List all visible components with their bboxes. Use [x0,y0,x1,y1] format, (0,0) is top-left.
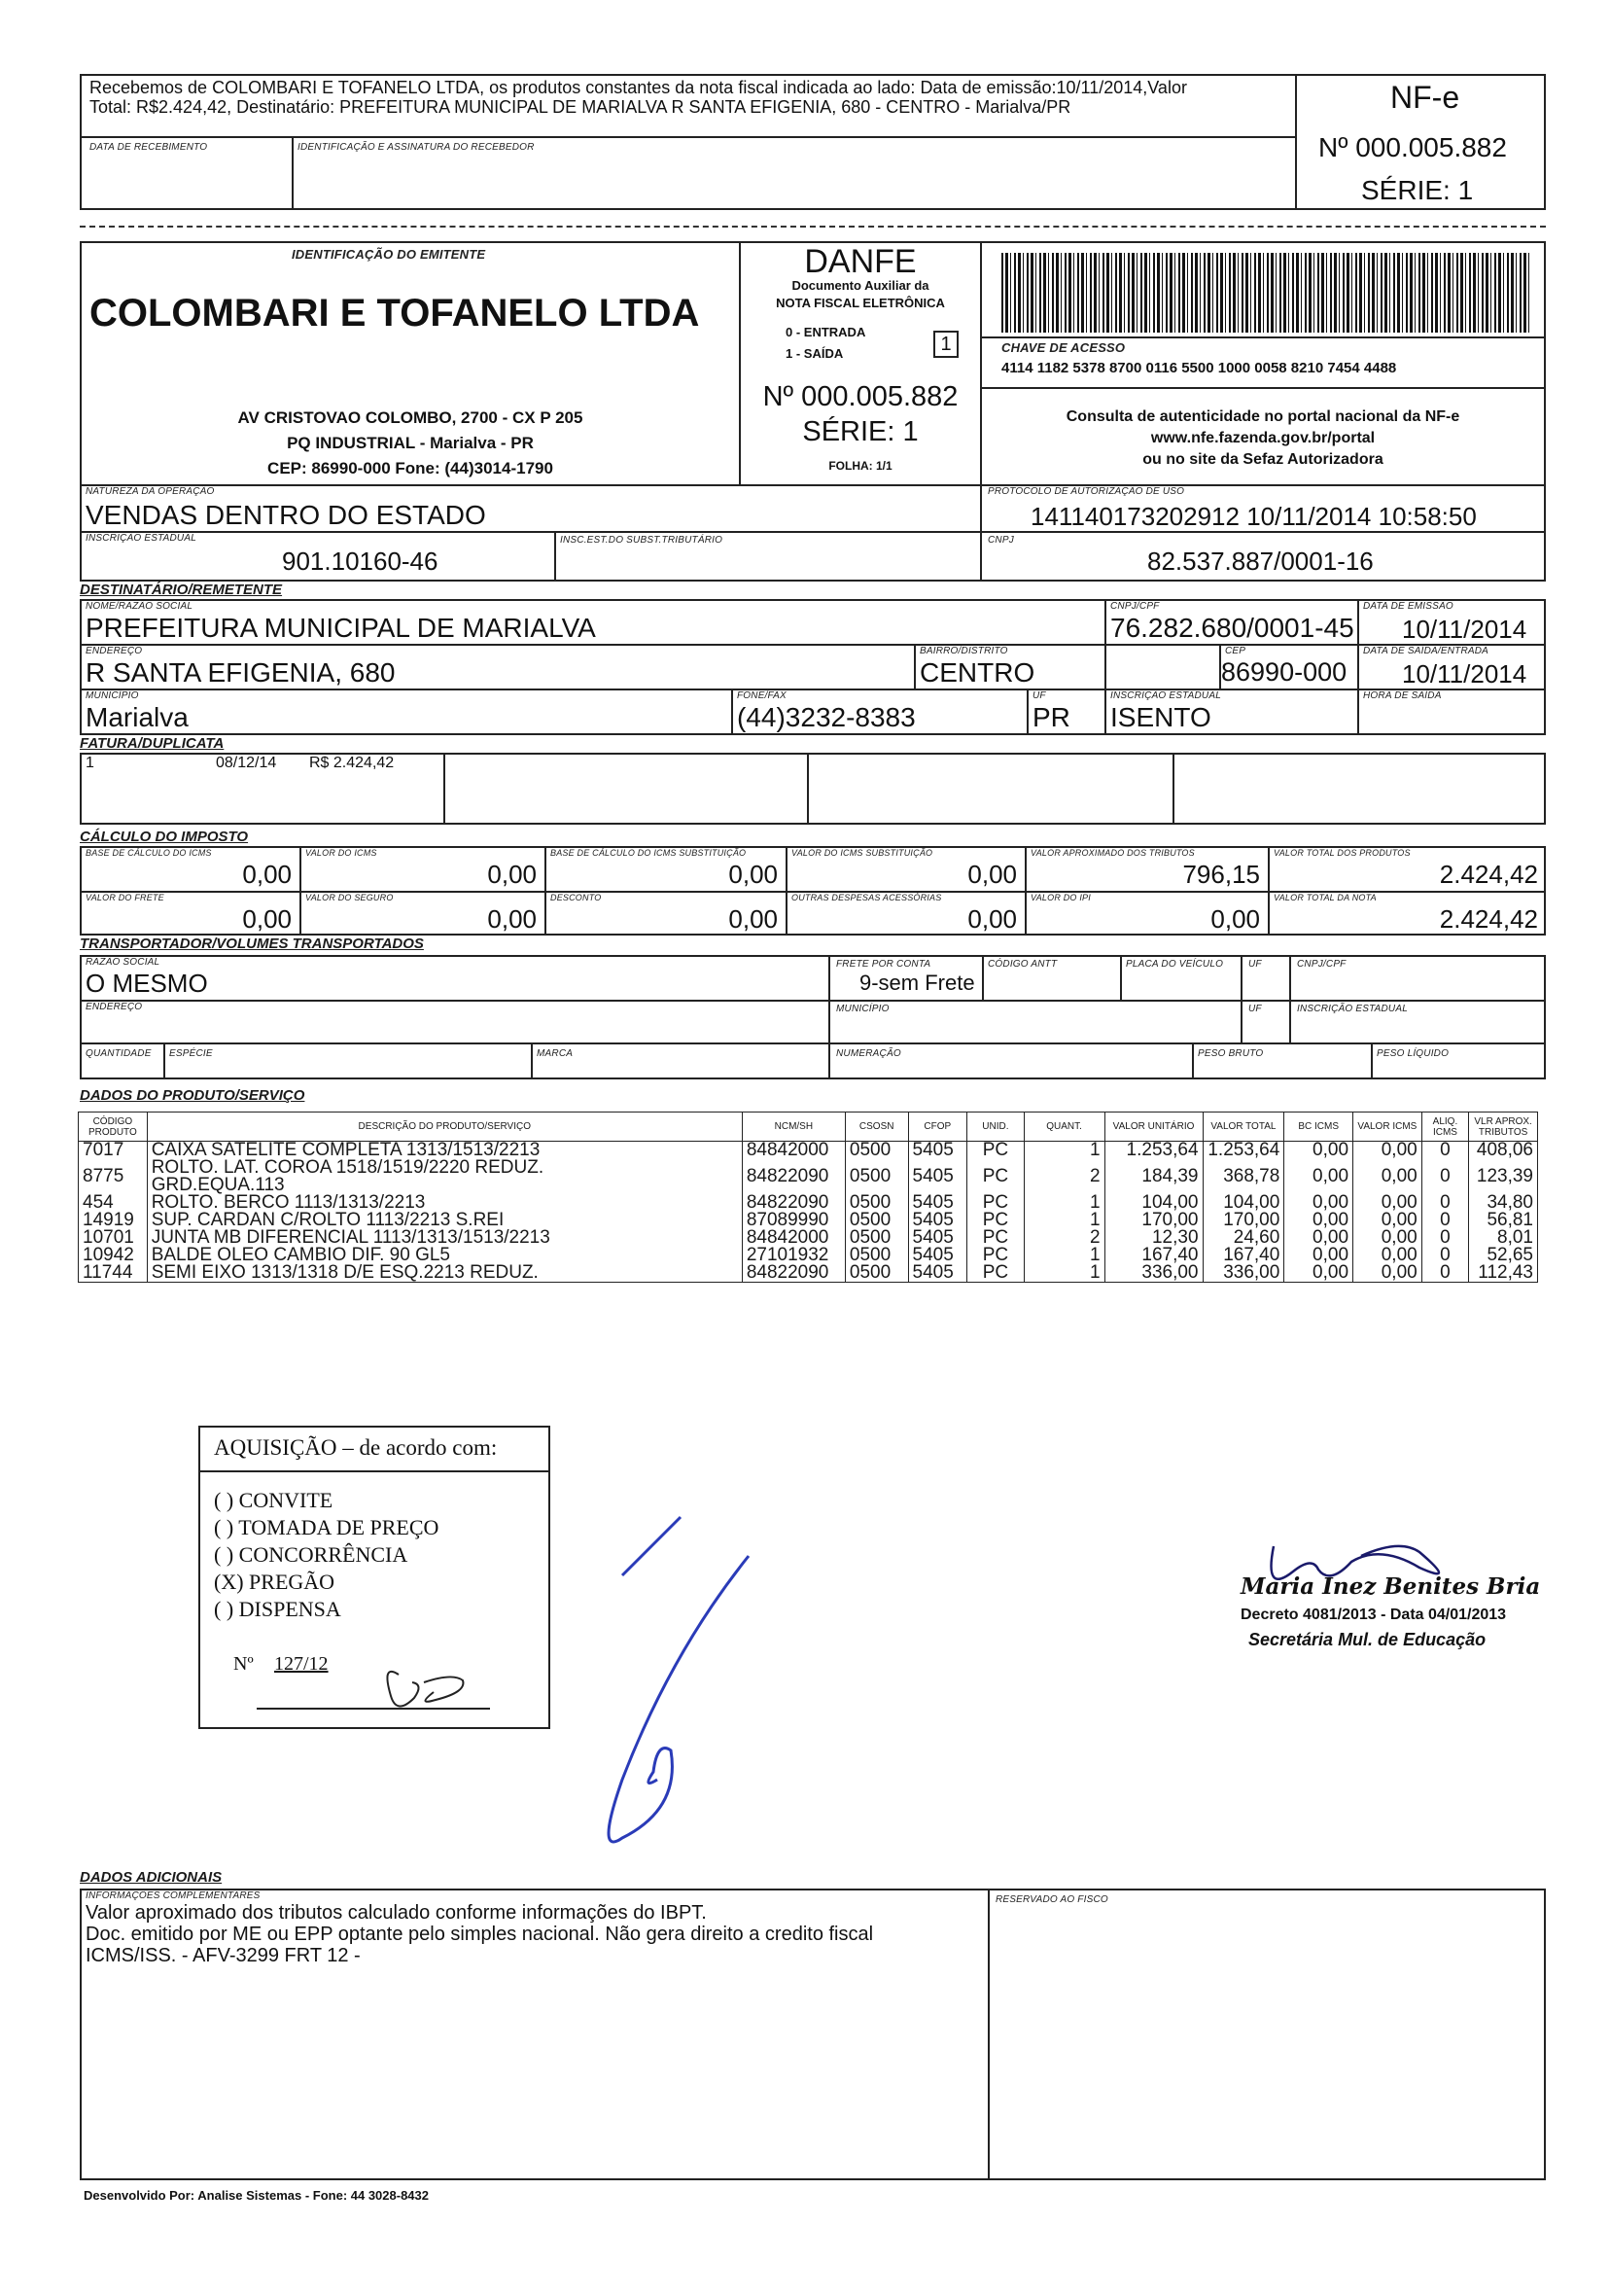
cell-aliq: 0 [1421,1247,1468,1264]
dest-emissao-value: 10/11/2014 [1402,615,1527,644]
cell-bc: 0,00 [1284,1194,1353,1212]
dest-cnpj-value: 76.282.680/0001-45 [1110,613,1354,643]
stamp-opt-pregao: (X) PREGÃO [214,1570,335,1594]
cell-ncm: 84822090 [742,1264,845,1283]
info-line-2: Doc. emitido por ME ou EPP optante pelo simples nacional. Não gera direito a credito fiscal [86,1924,874,1945]
dest-fone-value: (44)3232-8383 [737,702,916,732]
produtos-section-label: DADOS DO PRODUTO/SERVIÇO [80,1087,305,1104]
cell-desc: SUP. CARDAN C/ROLTO 1113/2213 S.REI [147,1212,742,1229]
dest-saida-label: DATA DE SAÍDA/ENTRADA [1363,646,1489,656]
transp-endereco-label: ENDEREÇO [86,1002,143,1012]
cell-desc: BALDE OLEO CAMBIO DIF. 90 GL5 [147,1247,742,1264]
info-complementares-label: INFORMAÇÕES COMPLEMENTARES [86,1890,261,1901]
col-ncm: NCM/SH [742,1113,845,1142]
cell-ncm: 84822090 [742,1194,845,1212]
protocolo-value: 141140173202912 10/11/2014 10:58:50 [1031,502,1477,531]
emitente-section-label: IDENTIFICAÇÃO DO EMITENTE [292,247,486,262]
col-cfop: CFOP [908,1113,967,1142]
cell-qt: 1 [1024,1142,1104,1160]
dest-saida-value: 10/11/2014 [1402,659,1527,689]
dest-emissao-label: DATA DE EMISSÃO [1363,601,1453,612]
identificacao-recebedor-label: IDENTIFICAÇÃO E ASSINATURA DO RECEBEDOR [298,142,535,153]
cell-ncm: 84822090 [742,1159,845,1194]
dest-uf-label: UF [1032,690,1046,701]
cell-un: PC [967,1194,1025,1212]
imposto-label: OUTRAS DESPESAS ACESSÓRIAS [791,893,942,902]
receipt-text-1: Recebemos de COLOMBARI E TOFANELO LTDA, os produtos constantes da nota fiscal indicada ao lado: Data de emissão:10/11/2014,Valor [89,78,1187,97]
col-valor-total: VALOR TOTAL [1203,1113,1284,1142]
dest-uf-value: PR [1032,702,1070,732]
imposto-label: DESCONTO [550,893,602,902]
cnpj-emitente-value: 82.537.887/0001-16 [1147,547,1374,576]
col-codigo: CÓDIGO PRODUTO [79,1113,148,1142]
cell-cod: 10942 [79,1247,148,1264]
emitente-name: COLOMBARI E TOFANELO LTDA [89,292,700,335]
cell-aliq: 0 [1421,1194,1468,1212]
cell-vu: 336,00 [1104,1264,1203,1283]
fatura-section-label: FATURA/DUPLICATA [80,735,225,752]
cell-vicms: 0,00 [1353,1194,1422,1212]
col-valor-icms: VALOR ICMS [1353,1113,1422,1142]
cell-vu: 170,00 [1104,1212,1203,1229]
cell-csosn: 0500 [845,1194,908,1212]
footer-developer: Desenvolvido Por: Analise Sistemas - Fone: 44 3028-8432 [84,2188,429,2203]
dest-bairro-label: BAIRRO/DISTRITO [920,646,1008,656]
cell-csosn: 0500 [845,1264,908,1283]
cell-qt: 1 [1024,1212,1104,1229]
cell-vu: 184,39 [1104,1159,1203,1194]
cell-trib: 123,39 [1469,1159,1538,1194]
imposto-label: VALOR DO FRETE [86,893,164,902]
cell-vt: 368,78 [1203,1159,1284,1194]
cell-cfop: 5405 [908,1194,967,1212]
ie-st-label: INSC.EST.DO SUBST.TRIBUTÁRIO [560,535,723,546]
cell-vicms: 0,00 [1353,1229,1422,1247]
cell-desc: JUNTA MB DIFERENCIAL 1113/1313/1513/2213 [147,1229,742,1247]
danfe-folha: FOLHA: 1/1 [828,459,892,473]
danfe-title: DANFE [804,243,917,280]
dest-nome-value: PREFEITURA MUNICIPAL DE MARIALVA [86,613,596,643]
imposto-value: 2.424,42 [1439,904,1538,934]
col-quant: QUANT. [1024,1113,1104,1142]
cell-un: PC [967,1212,1025,1229]
transp-placa-label: PLACA DO VEÍCULO [1126,959,1224,970]
col-aliq-icms: ALIQ. ICMS [1421,1113,1468,1142]
cell-aliq: 0 [1421,1159,1468,1194]
danfe-numero: Nº 000.005.882 [762,381,959,412]
cell-qt: 1 [1024,1194,1104,1212]
dest-nome-label: NOME/RAZÃO SOCIAL [86,601,193,612]
cell-vt: 1.253,64 [1203,1142,1284,1160]
col-tributos: VLR APROX. TRIBUTOS [1469,1113,1538,1142]
imposto-value: 0,00 [242,904,292,934]
imposto-label: VALOR APROXIMADO DOS TRIBUTOS [1031,848,1195,858]
dest-fone-label: FONE/FAX [737,690,787,701]
transportador-section-label: TRANSPORTADOR/VOLUMES TRANSPORTADOS [80,936,424,952]
imposto-section-label: CÁLCULO DO IMPOSTO [80,829,249,845]
stamp-num-value: 127/12 [274,1653,329,1675]
cell-cod: 7017 [79,1142,148,1160]
cell-qt: 1 [1024,1264,1104,1283]
cell-desc: ROLTO. BERCO 1113/1313/2213 [147,1194,742,1212]
transp-frete-value: 9-sem Frete [859,971,975,995]
cell-qt: 2 [1024,1229,1104,1247]
data-recebimento-label: DATA DE RECEBIMENTO [89,142,208,153]
cell-cfop: 5405 [908,1212,967,1229]
reservado-fisco-label: RESERVADO AO FISCO [996,1894,1108,1905]
transp-antt-label: CÓDIGO ANTT [988,959,1058,970]
cell-vt: 104,00 [1203,1194,1284,1212]
ie-emitente-value: 901.10160-46 [282,547,438,576]
imposto-label: VALOR DO ICMS SUBSTITUIÇÃO [791,848,933,858]
transp-cnpj-label: CNPJ/CPF [1297,959,1347,970]
transp-municipio-label: MUNICÍPIO [836,1004,890,1014]
dest-ie-value: ISENTO [1110,702,1211,732]
cell-vicms: 0,00 [1353,1159,1422,1194]
chave-value: 4114 1182 5378 8700 0116 5500 1000 0058 8210 7454 4488 [1001,360,1397,376]
col-bc-icms: BC ICMS [1284,1113,1353,1142]
cell-desc-line-2: GRD.EQUA.113 [151,1175,285,1195]
cell-desc: SEMI EIXO 1313/1318 D/E ESQ.2213 REDUZ. [147,1264,742,1283]
imposto-value: 0,00 [487,904,537,934]
col-valor-unit: VALOR UNITÁRIO [1104,1113,1203,1142]
danfe-serie: SÉRIE: 1 [802,416,919,447]
cell-cod: 454 [79,1194,148,1212]
chave-label: CHAVE DE ACESSO [1001,340,1126,355]
dest-endereco-value: R SANTA EFIGENIA, 680 [86,657,396,688]
dest-cep-value: 86990-000 [1221,657,1348,687]
cell-qt: 1 [1024,1247,1104,1264]
stamp-title: AQUISIÇÃO – de acordo com: [214,1435,498,1460]
cell-cod: 14919 [79,1212,148,1229]
fatura-venc: 08/12/14 [216,755,277,771]
cell-aliq: 0 [1421,1264,1468,1283]
dest-municipio-value: Marialva [86,702,189,732]
cell-ncm: 84842000 [742,1142,845,1160]
destinatario-section-label: DESTINATÁRIO/REMETENTE [80,582,283,598]
receipt-nfe: NF-e [1390,80,1460,115]
imposto-value: 2.424,42 [1439,860,1538,889]
cell-vu: 12,30 [1104,1229,1203,1247]
receipt-text-2: Total: R$2.424,42, Destinatário: PREFEITURA MUNICIPAL DE MARIALVA R SANTA EFIGENIA, 680 - CENTRO - Marialva/PR [89,97,1071,117]
consulta-1: Consulta de autenticidade no portal nacional da NF-e [1066,408,1460,425]
cell-bc: 0,00 [1284,1229,1353,1247]
cell-cod: 8775 [79,1159,148,1194]
cell-vu: 167,40 [1104,1247,1203,1264]
cell-bc: 0,00 [1284,1212,1353,1229]
imposto-value: 0,00 [1210,904,1260,934]
danfe-sub-1: Documento Auxiliar da [791,278,929,293]
emitente-address-2: PQ INDUSTRIAL - Marialva - PR [287,434,534,452]
cell-aliq: 0 [1421,1212,1468,1229]
cell-trib: 112,43 [1469,1264,1538,1283]
natureza-value: VENDAS DENTRO DO ESTADO [86,500,486,530]
fatura-num: 1 [86,755,94,771]
cell-un: PC [967,1229,1025,1247]
dest-cep-label: CEP [1225,646,1246,656]
cnpj-emitente-label: CNPJ [988,535,1014,546]
transp-qtd-label: QUANTIDADE [86,1048,152,1059]
transp-peso-bruto-label: PESO BRUTO [1198,1048,1264,1059]
cell-csosn: 0500 [845,1229,908,1247]
cell-ncm: 87089990 [742,1212,845,1229]
cell-cfop: 5405 [908,1247,967,1264]
imposto-label: VALOR DO SEGURO [305,893,394,902]
imposto-value: 0,00 [728,904,778,934]
cell-trib: 408,06 [1469,1142,1538,1160]
dest-endereco-label: ENDEREÇO [86,646,143,656]
dest-cnpj-label: CNPJ/CPF [1110,601,1160,612]
imposto-label: VALOR DO ICMS [305,848,377,858]
dest-ie-label: INSCRIÇÃO ESTADUAL [1110,690,1221,701]
cell-vicms: 0,00 [1353,1247,1422,1264]
cell-cod: 11744 [79,1264,148,1283]
cell-vt: 24,60 [1203,1229,1284,1247]
transp-uf2-label: UF [1248,1004,1262,1014]
cell-cfop: 5405 [908,1159,967,1194]
cell-vu: 1.253,64 [1104,1142,1203,1160]
cell-csosn: 0500 [845,1159,908,1194]
cell-cod: 10701 [79,1229,148,1247]
adicionais-divider [988,1889,990,2180]
consulta-3: ou no site da Sefaz Autorizadora [1142,451,1383,468]
transp-especie-label: ESPÉCIE [169,1048,213,1059]
info-line-1: Valor aproximado dos tributos calculado conforme informações do IBPT. [86,1902,707,1924]
cell-desc-line: ROLTO. LAT. COROA 1518/1519/2220 REDUZ. [151,1157,544,1178]
cell-trib: 8,01 [1469,1229,1538,1247]
transp-peso-liq-label: PESO LÍQUIDO [1377,1048,1450,1059]
col-unid: UNID. [967,1113,1025,1142]
danfe-tipo-box: 1 [933,331,959,358]
stamp-num-label: Nº [233,1653,254,1675]
imposto-value: 0,00 [967,860,1017,889]
imposto-label: VALOR DO IPI [1031,893,1091,902]
imposto-label: BASE DE CÁLCULO DO ICMS [86,848,212,858]
dest-bairro-value: CENTRO [920,657,1035,688]
transp-razao-label: RAZÃO SOCIAL [86,957,160,968]
cell-un: PC [967,1159,1025,1194]
danfe-entrada: 0 - ENTRADA [786,325,866,339]
receipt-serie: SÉRIE: 1 [1361,175,1474,205]
receipt-numero: Nº 000.005.882 [1318,132,1507,162]
cell-un: PC [967,1142,1025,1160]
col-descricao: DESCRIÇÃO DO PRODUTO/SERVIÇO [147,1113,742,1142]
natureza-label: NATUREZA DA OPERAÇÃO [86,486,215,497]
adicionais-section-label: DADOS ADICIONAIS [80,1869,223,1886]
transp-frete-label: FRETE POR CONTA [836,959,931,970]
cell-un: PC [967,1264,1025,1283]
col-csosn: CSOSN [845,1113,908,1142]
cell-vicms: 0,00 [1353,1264,1422,1283]
stamp-opt-concorrencia: ( ) CONCORRÊNCIA [214,1542,408,1567]
dest-municipio-label: MUNICÍPIO [86,690,139,701]
signer-decreto: Decreto 4081/2013 - Data 04/01/2013 [1241,1607,1507,1623]
signer-name: Maria Inez Benites Bria [1241,1573,1541,1600]
protocolo-label: PROTOCOLO DE AUTORIZAÇÃO DE USO [988,486,1185,497]
danfe-sub-2: NOTA FISCAL ELETRÔNICA [776,296,945,310]
cell-vicms: 0,00 [1353,1212,1422,1229]
cell-bc: 0,00 [1284,1159,1353,1194]
dest-hora-label: HORA DE SAÍDA [1363,690,1442,701]
transp-uf-label: UF [1248,959,1262,970]
transp-marca-label: MARCA [537,1048,574,1059]
imposto-label: BASE DE CÁLCULO DO ICMS SUBSTITUIÇÃO [550,848,747,858]
consulta-2: www.nfe.fazenda.gov.br/portal [1150,430,1376,446]
cell-vt: 167,40 [1203,1247,1284,1264]
imposto-label: VALOR TOTAL DA NOTA [1274,893,1377,902]
emitente-address-3: CEP: 86990-000 Fone: (44)3014-1790 [267,459,553,477]
stamp-opt-convite: ( ) CONVITE [214,1488,333,1512]
cell-bc: 0,00 [1284,1142,1353,1160]
cell-csosn: 0500 [845,1247,908,1264]
cell-aliq: 0 [1421,1142,1468,1160]
cell-cfop: 5405 [908,1229,967,1247]
cell-aliq: 0 [1421,1229,1468,1247]
cell-vicms: 0,00 [1353,1142,1422,1160]
cell-desc: CAIXA SATELITE COMPLETA 1313/1513/2213 [147,1142,742,1160]
cell-vt: 336,00 [1203,1264,1284,1283]
cell-vt: 170,00 [1203,1212,1284,1229]
imposto-label: VALOR TOTAL DOS PRODUTOS [1274,848,1411,858]
initials-scribble [387,1672,463,1707]
cell-csosn: 0500 [845,1212,908,1229]
cell-cfop: 5405 [908,1142,967,1160]
cell-ncm: 27101932 [742,1247,845,1264]
imposto-value: 0,00 [967,904,1017,934]
cell-bc: 0,00 [1284,1247,1353,1264]
emitente-address-1: AV CRISTOVAO COLOMBO, 2700 - CX P 205 [237,408,583,427]
cell-csosn: 0500 [845,1142,908,1160]
blue-signature [609,1517,749,1842]
signer-cargo: Secretária Mul. de Educação [1248,1630,1487,1649]
cell-trib: 52,65 [1469,1247,1538,1264]
cell-trib: 34,80 [1469,1194,1538,1212]
cell-ncm: 84842000 [742,1229,845,1247]
imposto-value: 796,15 [1182,860,1260,889]
cell-vu: 104,00 [1104,1194,1203,1212]
imposto-value: 0,00 [242,860,292,889]
imposto-value: 0,00 [728,860,778,889]
danfe-saida: 1 - SAÍDA [786,346,844,361]
info-line-3: ICMS/ISS. - AFV-3299 FRT 12 - [86,1945,361,1966]
cell-qt: 2 [1024,1159,1104,1194]
imposto-value: 0,00 [487,860,537,889]
ie-emitente-label: INSCRIÇÃO ESTADUAL [86,533,196,544]
transp-numeracao-label: NUMERAÇÃO [836,1048,901,1059]
cell-trib: 56,81 [1469,1212,1538,1229]
fatura-valor: R$ 2.424,42 [309,755,395,771]
transp-ie-label: INSCRIÇÃO ESTADUAL [1297,1004,1408,1014]
stamp-opt-dispensa: ( ) DISPENSA [214,1597,341,1621]
cell-un: PC [967,1247,1025,1264]
stamp-opt-tomada: ( ) TOMADA DE PREÇO [214,1515,439,1539]
cell-bc: 0,00 [1284,1264,1353,1283]
transp-razao-value: O MESMO [86,969,208,998]
cell-cfop: 5405 [908,1264,967,1283]
